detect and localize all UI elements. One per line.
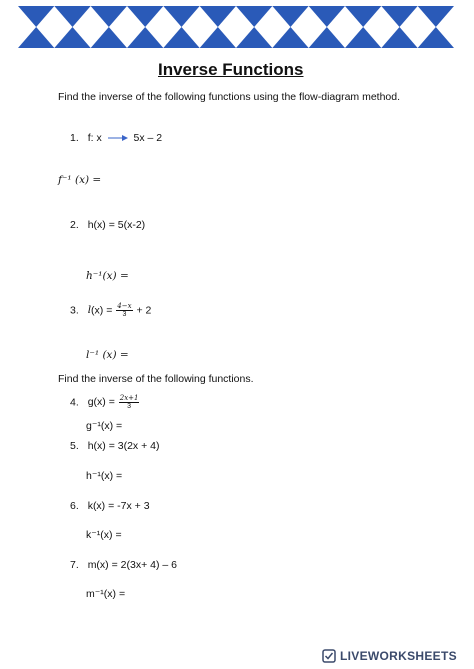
question-3 <box>70 302 151 319</box>
liveworksheets-logo <box>320 647 468 665</box>
question-5 <box>70 440 159 452</box>
question-3-tail: + 2 <box>136 304 152 317</box>
question-3-lhs: (x) = <box>91 304 113 317</box>
instructions-flow-diagram: Find the inverse of the following functions using the flow-diagram method. <box>58 91 401 103</box>
banner-triangle-up <box>309 27 345 48</box>
banner-triangle-down <box>236 6 272 27</box>
banner-triangle-up <box>200 27 236 48</box>
question-2 <box>70 219 145 231</box>
question-number: 2. <box>70 219 79 231</box>
banner-triangle-up <box>418 27 454 48</box>
answer-2-inverse: ℎ⁻¹(x) = <box>86 270 129 282</box>
liveworksheets-brand-text: LIVEWORKSHEETS <box>340 649 457 663</box>
banner-triangle-up <box>54 27 90 48</box>
banner-triangle-down <box>163 6 199 27</box>
instructions-general: Find the inverse of the following functions. <box>58 373 254 385</box>
answer-6-inverse: k⁻¹(x) = <box>86 529 122 541</box>
banner-triangle-down <box>309 6 345 27</box>
banner-triangle-down <box>345 6 381 27</box>
question-1 <box>70 132 162 144</box>
banner-triangle-down <box>200 6 236 27</box>
liveworksheets-logo-icon <box>322 649 336 663</box>
question-5-text: h(x) = 3(2x + 4) <box>87 440 160 452</box>
banner-triangle-down <box>418 6 454 27</box>
page-title: Inverse Functions <box>158 60 304 79</box>
fraction-numerator: 2𝑥+1 <box>119 394 139 402</box>
question-6-text: k(x) = -7x + 3 <box>87 500 150 512</box>
fraction-numerator: 4−𝑥 <box>117 302 132 310</box>
banner-triangle-down <box>54 6 90 27</box>
question-3-function-name: 𝑙 <box>87 304 92 317</box>
banner-triangle-up <box>91 27 127 48</box>
banner-triangle-up <box>163 27 199 48</box>
banner-triangle-down <box>18 6 54 27</box>
banner-triangle-up <box>18 27 54 48</box>
banner-triangle-up <box>381 27 417 48</box>
arrow-right-icon <box>108 134 128 142</box>
decorative-triangle-banner <box>18 6 454 48</box>
question-number: 7. <box>70 559 79 571</box>
banner-triangle-up <box>127 27 163 48</box>
question-4 <box>70 394 140 411</box>
question-2-text: h(x) = 5(x-2) <box>87 219 146 231</box>
question-6 <box>70 500 150 512</box>
banner-triangle-down <box>127 6 163 27</box>
answer-4-inverse: g⁻¹(x) = <box>86 420 123 432</box>
answer-3-inverse: 𝑙⁻¹ (x) = <box>86 349 129 361</box>
banner-triangle-up <box>236 27 272 48</box>
question-7 <box>70 559 177 571</box>
question-3-fraction <box>116 302 132 319</box>
banner-triangle-down <box>272 6 308 27</box>
question-number: 6. <box>70 500 79 512</box>
question-4-lhs: g(x) = <box>87 396 115 409</box>
banner-triangle-up <box>272 27 308 48</box>
fraction-denominator: 3 <box>127 403 132 410</box>
question-7-text: m(x) = 2(3x+ 4) – 6 <box>87 559 177 571</box>
answer-5-inverse: h⁻¹(x) = <box>86 470 123 482</box>
answer-1-inverse: 𝑓⁻¹ (x) = <box>58 174 102 186</box>
question-1-lhs: f: x <box>87 132 102 144</box>
question-number: 3. <box>70 304 79 317</box>
fraction-denominator: 3 <box>122 311 127 318</box>
banner-triangle-down <box>91 6 127 27</box>
question-1-rhs: 5x – 2 <box>133 132 163 144</box>
question-number: 4. <box>70 396 79 409</box>
banner-triangle-down <box>381 6 417 27</box>
banner-triangle-up <box>345 27 381 48</box>
question-4-fraction <box>119 394 140 411</box>
question-number: 5. <box>70 440 79 452</box>
answer-7-inverse: m⁻¹(x) = <box>86 588 126 600</box>
question-number: 1. <box>70 132 79 144</box>
